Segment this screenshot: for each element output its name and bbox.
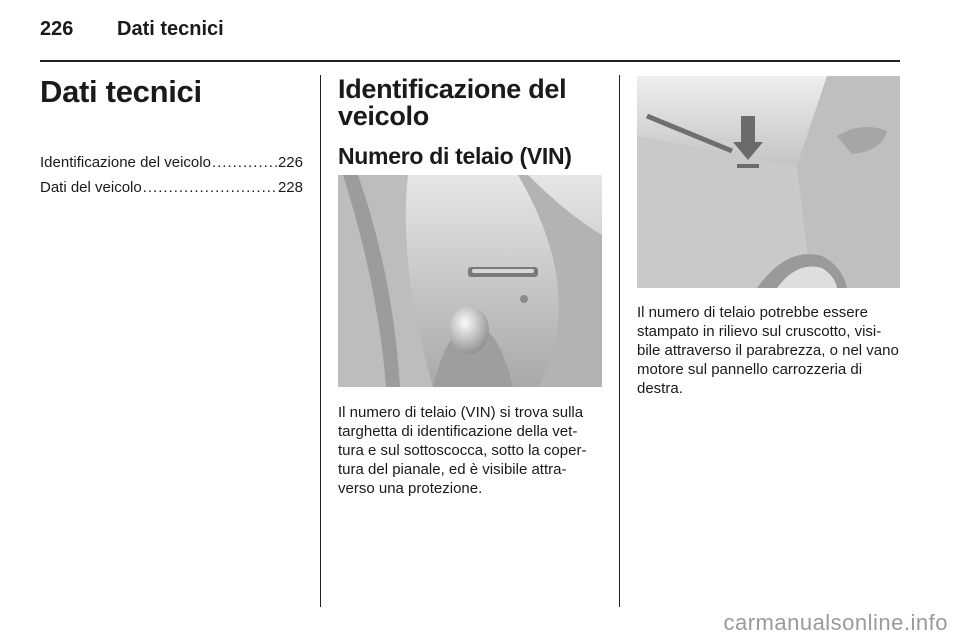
- alternative-vin-paragraph: Il numero di telaio potrebbe essere stampato in rilievo sul cruscotto, visi-bile attraverso il parabrezza, o nel vano motore sul pannello carrozzeria di destra.: [637, 304, 899, 397]
- toc-entry-label: Dati del veicolo: [40, 179, 142, 196]
- windscreen-vin-photo: [637, 76, 900, 288]
- toc-leader-dots: [212, 150, 277, 175]
- section-heading: Identificazione del veicolo: [338, 74, 567, 131]
- toc-entry-page: 228: [277, 179, 303, 196]
- vin-location-paragraph: Il numero di telaio (VIN) si trova sulla targhetta di identificazione della vet-tura e sul sottoscocca, sotto la coper-tura del pianale, ed è visibile attra-verso una protezione.: [338, 404, 587, 497]
- header-rule: [40, 60, 900, 62]
- running-header-title: Dati tecnici: [117, 18, 224, 40]
- chapter-title: Dati tecnici: [40, 74, 202, 109]
- subsection-heading: Numero di telaio (VIN): [338, 143, 572, 169]
- toc-entry-page: 226: [277, 154, 303, 171]
- table-of-contents: [40, 150, 303, 200]
- page-number: 226: [40, 18, 74, 40]
- toc-entry-label: Identificazione del veicolo: [40, 154, 211, 171]
- column-divider-left: [320, 75, 321, 607]
- toc-leader-dots: [143, 175, 277, 200]
- column-divider-right: [619, 75, 620, 607]
- toc-entry[interactable]: [40, 150, 303, 175]
- toc-entry[interactable]: [40, 175, 303, 200]
- watermark-text: carmanualsonline.info: [723, 610, 948, 635]
- interior-vin-photo: [338, 175, 602, 387]
